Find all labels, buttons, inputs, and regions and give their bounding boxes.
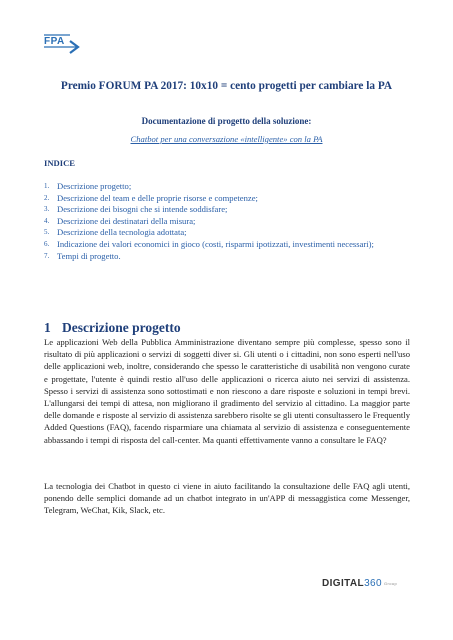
toc-text: Descrizione della tecnologia adottata;: [57, 227, 187, 238]
logo-word: DIGITAL: [322, 578, 365, 589]
toc-item[interactable]: [44, 204, 410, 216]
toc-item[interactable]: [44, 251, 410, 263]
logo-number: 360: [364, 578, 382, 589]
digital360-logo: [322, 578, 397, 589]
toc-number: 6.: [44, 239, 50, 248]
toc-number: 1.: [44, 182, 50, 190]
section-title: Descrizione progetto: [62, 320, 181, 335]
toc-number: 2.: [44, 193, 50, 202]
toc-text: Descrizione dei bisogni che si intende soddisfare;: [57, 204, 228, 215]
toc-text: Descrizione del team e delle proprie risorse e competenze;: [57, 192, 258, 203]
toc-text: Indicazione dei valori economici in gioco (costi, risparmi ipotizzati, investimenti necessari);: [57, 238, 374, 249]
body-paragraph: La tecnologia dei Chatbot in questo ci viene in aiuto facilitando la consultazione delle FAQ agli utenti, ponendo delle semplici domande ad un chatbot integrato in un'APP di messaggistica come Messenger, Telegram, WeChat, Kik, Slack, etc.: [44, 481, 410, 516]
section-heading: [44, 320, 181, 336]
table-of-contents: [44, 181, 410, 262]
toc-number: 4.: [44, 216, 50, 225]
toc-number: 7.: [44, 251, 50, 260]
section-number: 1: [44, 320, 51, 335]
toc-number: 5.: [44, 228, 50, 237]
toc-text: Tempi di progetto.: [57, 250, 121, 261]
toc-item[interactable]: [44, 216, 410, 228]
logo-suffix: Group: [383, 580, 398, 586]
document-subtitle: Documentazione di progetto della soluzione:: [141, 116, 312, 126]
fpa-logo: [44, 33, 84, 59]
toc-text: Descrizione dei destinatari della misura;: [57, 215, 196, 226]
fpa-logo-text: FPA: [44, 36, 65, 47]
solution-link[interactable]: Chatbot per una conversazione «intelligente» con la PA: [130, 134, 323, 144]
toc-item[interactable]: [44, 193, 410, 205]
document-title: Premio FORUM PA 2017: 10x10 = cento progetti per cambiare la PA: [60, 80, 393, 92]
index-heading: INDICE: [44, 158, 76, 168]
toc-number: 3.: [44, 205, 50, 214]
toc-item[interactable]: [44, 239, 410, 251]
body-paragraph: Le applicazioni Web della Pubblica Amministrazione diventano sempre più complesse, spesso sono il risultato di più applicazioni o servizi di soggetti diver si. Gli utenti o i cittadini, non sono esperti nell'uso delle applicazioni web, inoltre, considerando che spesso le caratteristiche di usabilità non vengono curate e progettate, l'utente è quindi restio all'uso delle applicazioni o ricerca aiuto nei servizi di assistenza. Spesso i servizi di assistenza sono sottostimati e non riescono a dare risposte e soluzioni in tempi brevi. L'allungarsi dei tempi di attesa, non migliorano il gradimento del servizio al cittadino. La maggior parte delle domande e risposte al servizio di assistenza sarebbero risolte se gli utenti consultassero le Frequently Added Questions (FAQ), facendo risparmiare una chiamata al servizio di assistenza e conseguentemente abbassando i tempi di risposta del call-center. Ma quanti effettivamente vanno a consultare le FAQ?: [44, 337, 410, 445]
toc-item[interactable]: [44, 181, 410, 193]
toc-text: Descrizione progetto;: [57, 181, 132, 191]
toc-item[interactable]: [44, 227, 410, 239]
